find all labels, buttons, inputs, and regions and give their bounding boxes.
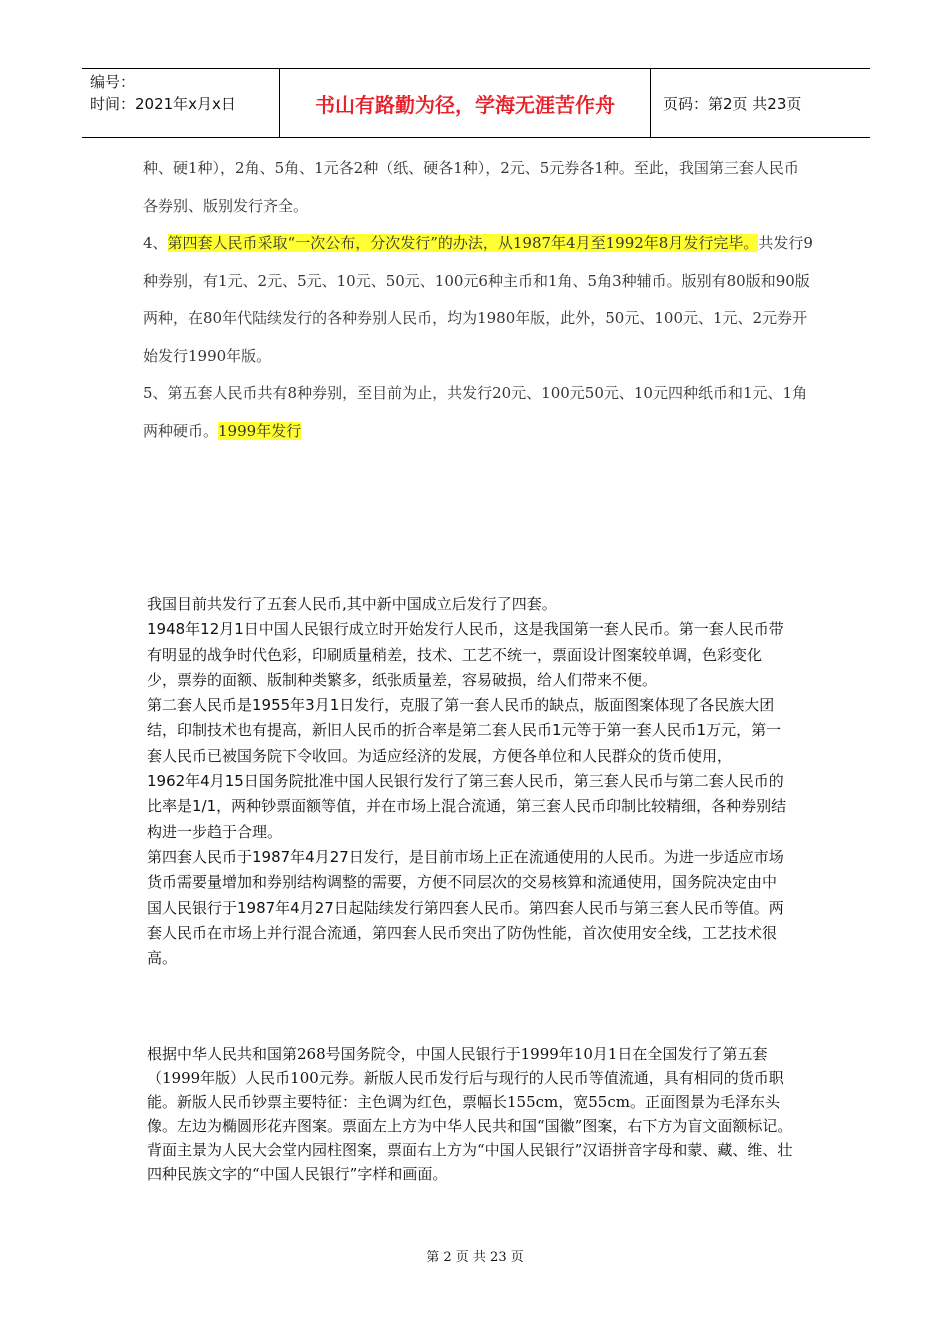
- s2-paragraph-3: 第二套人民币是1955年3月1日发行，克服了第一套人民币的缺点，版面图案体现了各民族大团结，印制技术也有提高，新旧人民币的折合率是第二套人民币1元等于第一套人民币1万元，第一套人民币已被国务院下令收回。为适应经济的发展，方便各单位和人民群众的货币使用，: [147, 696, 782, 765]
- motto: 书山有路勤为径，学海无涯苦作舟: [280, 69, 651, 137]
- header-table: [82, 68, 870, 138]
- paragraph-item5: [143, 375, 813, 450]
- item4-prefix: 4、: [143, 234, 168, 252]
- page-info: 页码：第2页 共23页: [663, 94, 802, 113]
- section-1: [143, 150, 813, 450]
- section-2: [147, 592, 787, 971]
- item5-highlight: 1999年发行: [218, 421, 302, 440]
- s2-paragraph-1: 我国目前共发行了五套人民币,其中新中国成立后发行了四套。: [147, 595, 557, 613]
- s2-paragraph-2: 1948年12月1日中国人民银行成立时开始发行人民币，这是我国第一套人民币。第一套人民币带有明显的战争时代色彩，印刷质量稍差，技术、工艺不统一，票面设计图案较单调，色彩变化少，票券的面额、版制种类繁多，纸张质量差，容易破损，给人们带来不便。: [147, 620, 784, 689]
- item5-text: 5、第五套人民币共有8种券别，至目前为止，共发行20元、100元50元、10元四种纸币和1元、1角两种硬币。: [143, 384, 808, 440]
- section-3: [147, 1042, 807, 1186]
- item4-rest: 共发行9种券别，有1元、2元、5元、10元、50元、100元6种主币和1角、5角3种辅币。版别有80版和90版两种，在80年代陆续发行的各种券别人民币，均为1980年版，此外，50元、100元、1元、2元券开始发行1990年版。: [143, 234, 813, 365]
- paragraph-item4: [143, 225, 813, 375]
- footer-page-number: 第 2 页 共 23 页: [426, 1250, 524, 1265]
- number-label: 编号：: [90, 73, 136, 91]
- paragraph-line1: 种、硬1种），2角、5角、1元各2种（纸、硬各1种），2元、5元券各1种。至此，我国第三套人民币各券别、版别发行齐全。: [143, 159, 799, 215]
- header-left-cell: [82, 69, 280, 137]
- item4-highlight: 第四套人民币采取“一次公布，分次发行”的办法，从1987年4月至1992年8月发行完毕。: [167, 234, 759, 252]
- s3-paragraph-1: 根据中华人民共和国第268号国务院令，中国人民银行于1999年10月1日在全国发行了第五套（1999年版）人民币100元券。新版人民币发行后与现行的人民币等值流通，具有相同的货币职能。新版人民币钞票主要特征：主色调为红色，票幅长155cm，宽55cm。正面图景为毛泽东头像。左边为椭圆形花卉图案。票面左上方为中华人民共和国“国徽”图案，右下方为盲文面额标记。背面主景为人民大会堂内园柱图案，票面右上方为“中国人民银行”汉语拼音字母和蒙、藏、维、壮四种民族文字的“中国人民银行”字样和画面。: [147, 1045, 793, 1183]
- s2-paragraph-4: 1962年4月15日国务院批准中国人民银行发行了第三套人民币，第三套人民币与第二套人民币的比率是1/1，两种钞票面额等值，并在市场上混合流通，第三套人民币印制比较精细，各种券别结构进一步趋于合理。: [147, 772, 787, 841]
- time-label: 时间：2021年x月x日: [90, 95, 236, 113]
- s2-paragraph-5: 第四套人民币于1987年4月27日发行，是目前市场上正在流通使用的人民币。为进一步适应市场货币需要量增加和券别结构调整的需要，方便不同层次的交易核算和流通使用，国务院决定由中国人民银行于1987年4月27日起陆续发行第四套人民币。第四套人民币与第三套人民币等值。两套人民币在市场上并行混合流通，第四套人民币突出了防伪性能，首次使用安全线，工艺技术很高。: [147, 847, 784, 968]
